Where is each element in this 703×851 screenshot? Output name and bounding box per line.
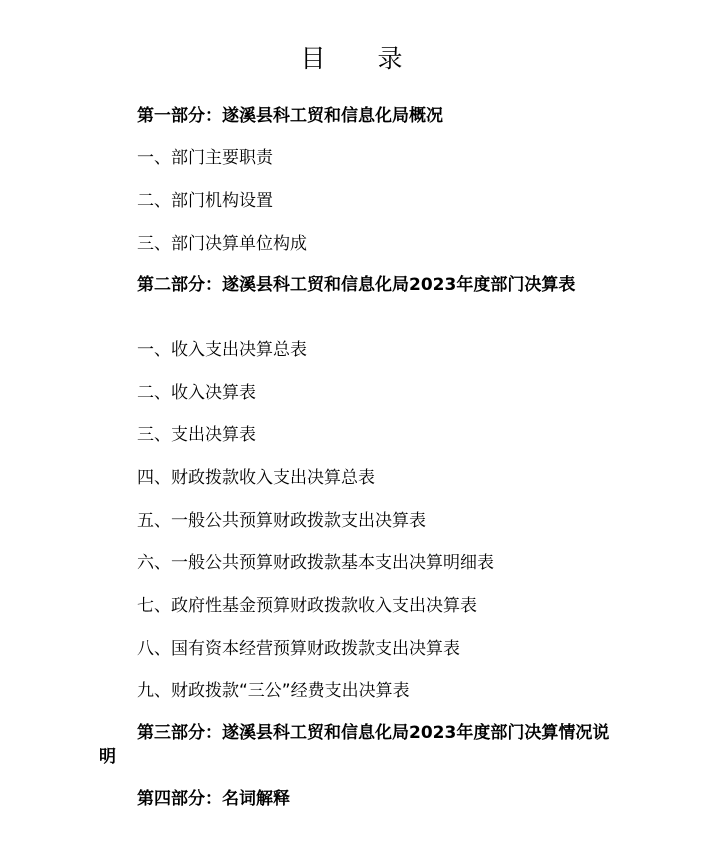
- page-title: 目 录: [300, 44, 425, 73]
- part3-heading: 第三部分：遂溪县科工贸和信息化局2023年度部门决算情况说明: [99, 723, 610, 767]
- toc-item: 一、收入支出决算总表: [137, 340, 307, 360]
- toc-item: 五、一般公共预算财政拨款支出决算表: [137, 511, 426, 531]
- toc-item: 三、部门决算单位构成: [137, 234, 307, 254]
- toc-item: 一、部门主要职责: [137, 148, 273, 168]
- part1-heading: 第一部分：遂溪县科工贸和信息化局概况: [137, 106, 443, 126]
- part2-heading: 第二部分：遂溪县科工贸和信息化局2023年度部门决算表: [137, 275, 576, 295]
- toc-item: 二、收入决算表: [137, 383, 256, 403]
- toc-item: 八、国有资本经营预算财政拨款支出决算表: [137, 639, 460, 659]
- part4-heading: 第四部分：名词解释: [137, 789, 290, 809]
- toc-item: 七、政府性基金预算财政拨款收入支出决算表: [137, 596, 477, 616]
- toc-item: 二、部门机构设置: [137, 191, 273, 211]
- toc-item: 九、财政拨款“三公”经费支出决算表: [137, 681, 410, 701]
- toc-item: 三、支出决算表: [137, 425, 256, 445]
- toc-item: 六、一般公共预算财政拨款基本支出决算明细表: [137, 553, 494, 573]
- toc-item: 四、财政拨款收入支出决算总表: [137, 468, 375, 488]
